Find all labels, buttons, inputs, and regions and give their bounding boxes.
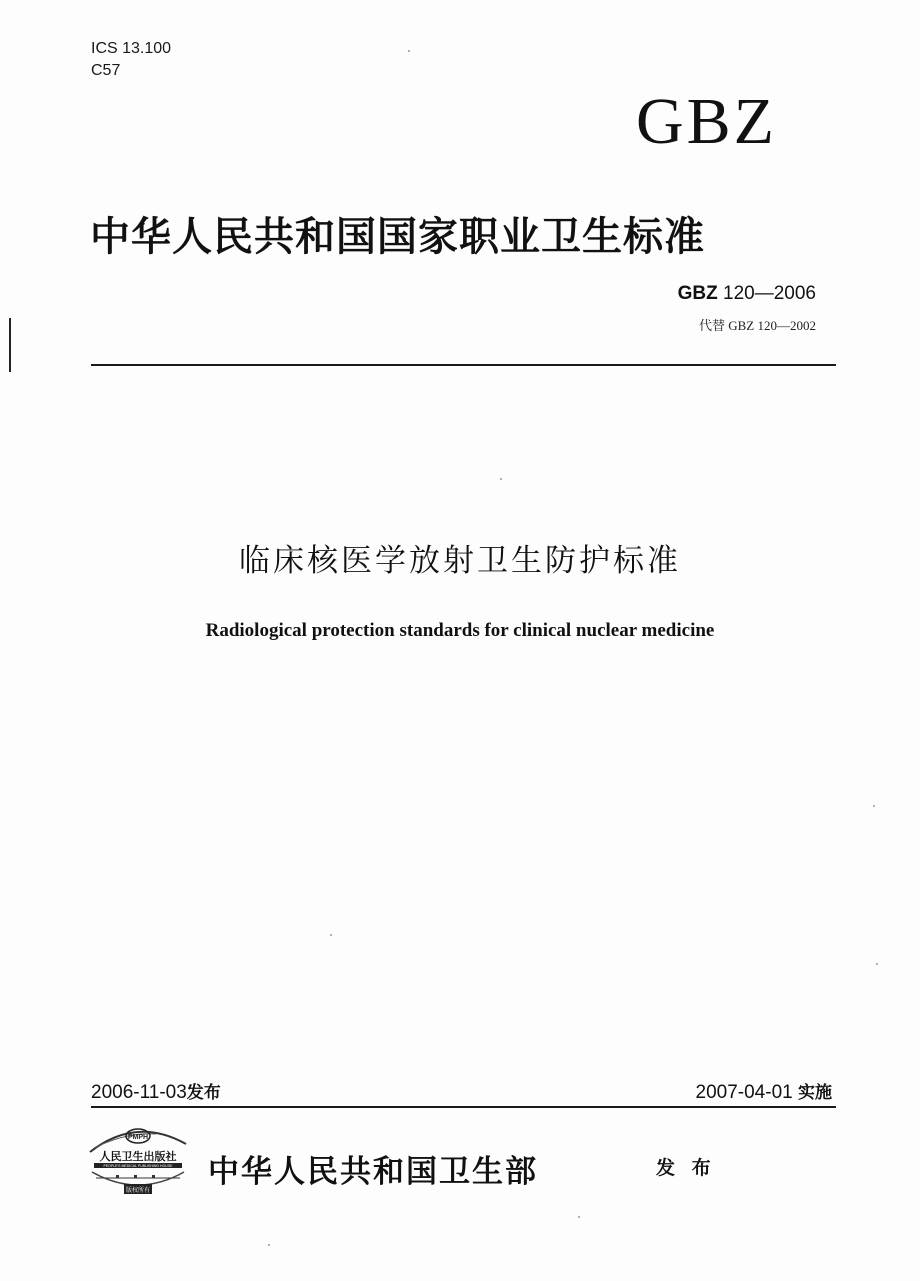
scan-speck bbox=[500, 478, 502, 480]
implementation-date-line bbox=[696, 1078, 832, 1104]
implementation-date: 2007-04-01 bbox=[695, 1082, 793, 1103]
classification-block bbox=[91, 38, 171, 82]
document-title-english: Radiological protection standards for clinical nuclear medicine bbox=[205, 620, 715, 641]
logo-badge-text: PMPH bbox=[127, 1134, 149, 1141]
logo-seal-text: 版权所有 bbox=[125, 1187, 151, 1194]
issue-label: 发布 bbox=[186, 1083, 221, 1103]
issue-date-line bbox=[91, 1078, 221, 1104]
standard-type-logo: GBZ bbox=[636, 85, 777, 158]
publisher-action: 发 布 bbox=[656, 1157, 716, 1179]
scan-speck bbox=[268, 1244, 270, 1246]
standard-number bbox=[678, 283, 816, 305]
scan-speck bbox=[578, 1216, 580, 1218]
standard-code-number: 120—2006 bbox=[723, 283, 816, 304]
footer-divider bbox=[91, 1106, 836, 1108]
scan-speck bbox=[408, 50, 410, 52]
implementation-label: 实施 bbox=[798, 1083, 832, 1103]
standard-category-heading: 中华人民共和国国家职业卫生标准 bbox=[90, 214, 705, 260]
logo-publisher-text: 人民卫生出版社 bbox=[99, 1150, 177, 1163]
scan-edge-mark bbox=[9, 318, 11, 372]
document-title-chinese: 临床核医学放射卫生防护标准 bbox=[239, 543, 681, 579]
issue-date: 2006-11-03 bbox=[91, 1082, 187, 1103]
standard-code-prefix: GBZ bbox=[677, 283, 718, 304]
publisher-name: 中华人民共和国卫生部 bbox=[208, 1154, 538, 1190]
logo-publisher-english: PEOPLE'S MEDICAL PUBLISHING HOUSE bbox=[103, 1164, 173, 1168]
header-divider bbox=[91, 364, 836, 366]
scan-speck bbox=[876, 963, 878, 965]
scan-speck bbox=[873, 805, 875, 807]
scan-speck bbox=[330, 934, 332, 936]
publisher-logo bbox=[86, 1122, 190, 1200]
replaces-standard: 代替 GBZ 120—2002 bbox=[698, 318, 816, 333]
ics-code: ICS 13.100 bbox=[91, 40, 172, 57]
ccs-code: C57 bbox=[91, 62, 121, 79]
